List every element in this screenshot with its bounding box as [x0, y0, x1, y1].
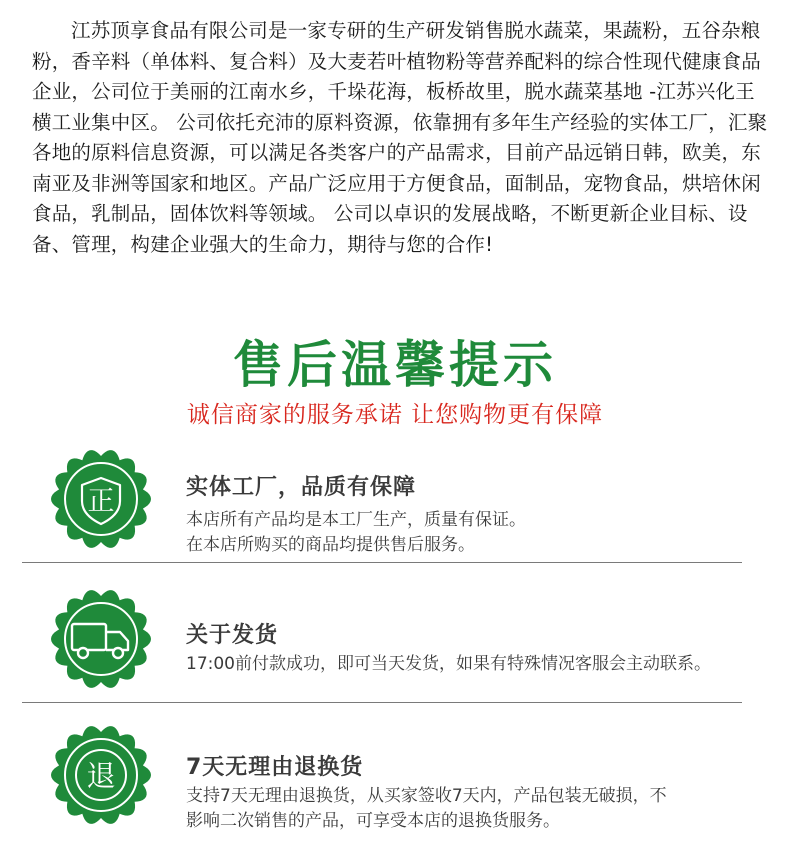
service-item-factory — [0, 448, 790, 578]
section-subtitle: 诚信商家的服务承诺 让您购物更有保障 — [186, 402, 604, 428]
divider — [22, 562, 742, 563]
divider — [22, 702, 742, 703]
service-title: 7天无理由退换货 — [186, 755, 364, 780]
service-desc-line: 影响二次销售的产品，可享受本店的退换货服务。 — [186, 811, 560, 831]
section-title: 售后温馨提示 — [233, 336, 557, 394]
service-desc — [186, 784, 776, 834]
service-desc — [186, 508, 776, 558]
service-desc-line: 本店所有产品均是本工厂生产，质量有保证。 — [186, 510, 526, 530]
service-desc — [186, 652, 776, 677]
service-desc-line: 支持7天无理由退换货，从买家签收7天内，产品包装无破损，不 — [186, 786, 667, 806]
service-title: 关于发货 — [186, 623, 279, 648]
svg-text:退: 退 — [86, 759, 116, 793]
company-intro: 江苏顶享食品有限公司是一家专研的生产研发销售脱水蔬菜，果蔬粉，五谷杂粮粉，香辛料（单体料、复合料）及大麦若叶植物粉等营养配料的综合性现代健康食品企业，公司位于美丽的江南水乡，千垛花海，板桥故里，脱水蔬菜基地 -江苏兴化王横工业集中区。 公司依托充沛的原料资源，依靠拥有多年生产经验的实体工厂，汇聚各地的原料信息资源，可以满足各类客户的产品需求，目前产品远销日韩，欧美，东南亚及非洲等国家和地区。产品广泛应用于方便食品，面制品，宠物食品，烘培休闲食品，乳制品，固体饮料等领域。 公司以卓识的发展战略，不断更新企业目标、设备、管理，构建企业强大的生命力，期待与您的合作! — [32, 19, 768, 256]
return-tui-icon — [50, 724, 152, 826]
svg-text:正: 正 — [87, 486, 115, 517]
service-item-shipping — [0, 588, 790, 718]
service-item-returns — [0, 724, 790, 854]
delivery-truck-icon — [50, 588, 152, 690]
service-desc-line: 在本店所购买的商品均提供售后服务。 — [186, 535, 475, 555]
service-title: 实体工厂，品质有保障 — [186, 475, 417, 500]
shield-zheng-icon — [50, 448, 152, 550]
service-desc-line: 17:00前付款成功，即可当天发货，如果有特殊情况客服会主动联系。 — [186, 654, 711, 674]
